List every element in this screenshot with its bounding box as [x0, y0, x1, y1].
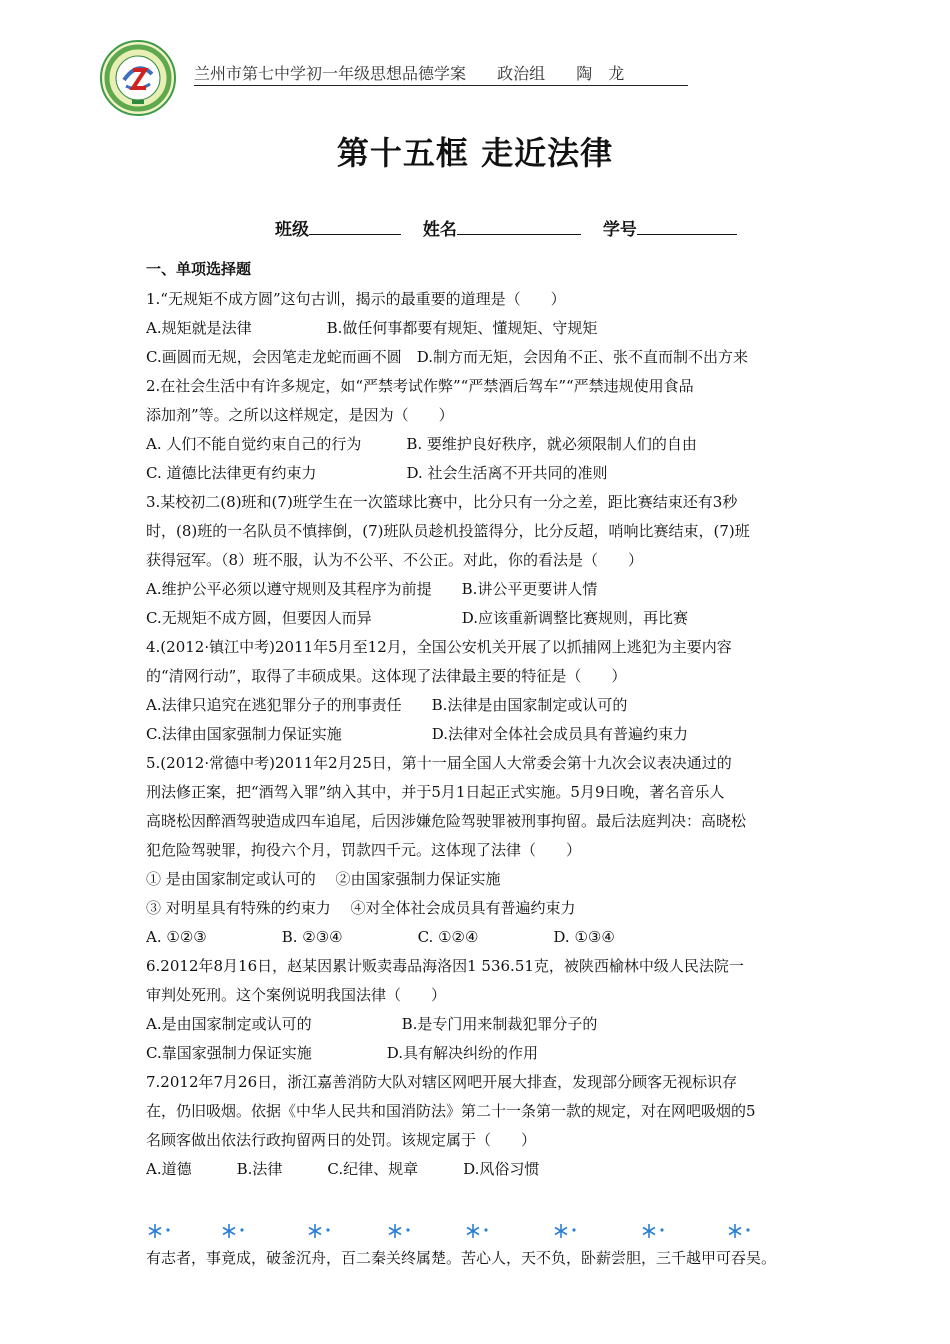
text-line: 在，仍旧吸烟。依据《中华人民共和国消防法》第二十一条第一款的规定，对在网吧吸烟的5: [146, 1102, 756, 1120]
header-author: 陶 龙: [576, 64, 625, 83]
text-line: C.无规矩不成方圆，但要因人而异 D.应该重新调整比赛规则，再比赛: [146, 609, 688, 627]
page-header: [194, 64, 688, 86]
text-line: 添加剂”等。之所以这样规定，是因为（ ）: [146, 406, 454, 424]
text-line: A. ①②③ B. ②③④ C. ①②④ D. ①③④: [146, 928, 615, 946]
class-field[interactable]: [309, 218, 401, 235]
text-line: 5.(2012·常德中考)2011年2月25日，第十一届全国人大常委会第十九次会议表决通过的: [146, 754, 732, 772]
school-emblem-icon: [100, 40, 176, 116]
text-line: ① 是由国家制定或认可的 ②由国家强制力保证实施: [146, 870, 501, 888]
page-title: 第十五框 走近法律: [336, 134, 614, 172]
snowflake-icon: [306, 1222, 332, 1240]
text-line: 刑法修正案，把“酒驾入罪”纳入其中，并于5月1日起正式实施。5月9日晚，著名音乐人: [146, 783, 725, 801]
snowflake-icon: [640, 1222, 666, 1240]
text-line: 7.2012年7月26日，浙江嘉善消防大队对辖区网吧开展大排查，发现部分顾客无视标识存: [146, 1073, 738, 1091]
text-line: ③ 对明星具有特殊的约束力 ④对全体社会成员具有普遍约束力: [146, 899, 576, 917]
snowflake-icon: [146, 1222, 172, 1240]
footer-motto: 有志者，事竟成，破釜沉舟，百二秦关终属楚。苦心人，天不负，卧薪尝胆，三千越甲可吞吴。: [146, 1249, 777, 1267]
text-line: A.规矩就是法律 B.做任何事都要有规矩、懂规矩、守规矩: [146, 319, 598, 337]
text-line: C.法律由国家强制力保证实施 D.法律对全体社会成员具有普遍约束力: [146, 725, 688, 743]
class-label: 班级: [275, 220, 309, 240]
text-line: A. 人们不能自觉约束自己的行为 B. 要维护良好秩序，就必须限制人们的自由: [146, 435, 697, 453]
name-label: 姓名: [422, 220, 457, 240]
text-line: 3.某校初二(8)班和(7)班学生在一次篮球比赛中，比分只有一分之差，距比赛结束还有3秒: [146, 493, 738, 511]
snowflake-icon: [726, 1222, 752, 1240]
text-line: 犯危险驾驶罪，拘役六个月，罚款四千元。这体现了法律（ ）: [146, 841, 582, 859]
header-group: 政治组: [497, 64, 546, 83]
snowflake-icon: [552, 1222, 578, 1240]
text-line: 1.“无规矩不成方圆”这句古训，揭示的最重要的道理是（ ）: [146, 290, 566, 308]
snowflake-icon: [464, 1222, 490, 1240]
text-line: C.靠国家强制力保证实施 D.具有解决纠纷的作用: [146, 1044, 538, 1062]
footer-ornaments: [146, 1222, 806, 1240]
text-line: A.是由国家制定或认可的 B.是专门用来制裁犯罪分子的: [146, 1015, 598, 1033]
name-field[interactable]: [457, 218, 581, 235]
text-line: A.维护公平必须以遵守规则及其程序为前提 B.讲公平更要讲人情: [146, 580, 598, 598]
text-line: 获得冠军。（8）班不服，认为不公平、不公正。对此，你的看法是（ ）: [146, 551, 644, 569]
text-line: 高晓松因醉酒驾驶造成四车追尾，后因涉嫌危险驾驶罪被刑事拘留。最后法庭判决：高晓松: [146, 812, 747, 830]
text-line: 名顾客做出依法行政拘留两日的处罚。该规定属于（ ）: [146, 1131, 537, 1149]
section-title: 一、单项选择题: [146, 260, 252, 278]
school-line: 兰州市第七中学初一年级思想品德学案: [194, 64, 467, 83]
text-line: C.画圆而无规，会因笔走龙蛇而画不圆 D.制方而无矩，会因角不正、张不直而制不出方来: [146, 348, 748, 366]
text-line: 2.在社会生活中有许多规定，如“严禁考试作弊”“严禁酒后驾车”“严禁违规使用食品: [146, 377, 694, 395]
text-line: A.法律只追究在逃犯罪分子的刑事责任 B.法律是由国家制定或认可的: [146, 696, 628, 714]
number-label: 学号: [602, 220, 637, 240]
number-field[interactable]: [637, 218, 737, 235]
question-content: [146, 285, 814, 1184]
student-info-line: [275, 215, 753, 240]
snowflake-icon: [220, 1222, 246, 1240]
text-line: 6.2012年8月16日，赵某因累计贩卖毒品海洛因1 536.51克，被陕西榆林中级人民法院一: [146, 957, 744, 975]
text-line: 审判处死刑。这个案例说明我国法律（ ）: [146, 986, 447, 1004]
text-line: A.道德 B.法律 C.纪律、规章 D.风俗习惯: [146, 1160, 540, 1178]
text-line: 的“清网行动”，取得了丰硕成果。这体现了法律最主要的特征是（ ）: [146, 667, 627, 685]
text-line: 4.(2012·镇江中考)2011年5月至12月，全国公安机关开展了以抓捕网上逃犯为主要内容: [146, 638, 732, 656]
text-line: C. 道德比法律更有约束力 D. 社会生活离不开共同的准则: [146, 464, 608, 482]
snowflake-icon: [386, 1222, 412, 1240]
text-line: 时，(8)班的一名队员不慎摔倒，(7)班队员趁机投篮得分，比分反超，哨响比赛结束，(7)班: [146, 522, 750, 540]
